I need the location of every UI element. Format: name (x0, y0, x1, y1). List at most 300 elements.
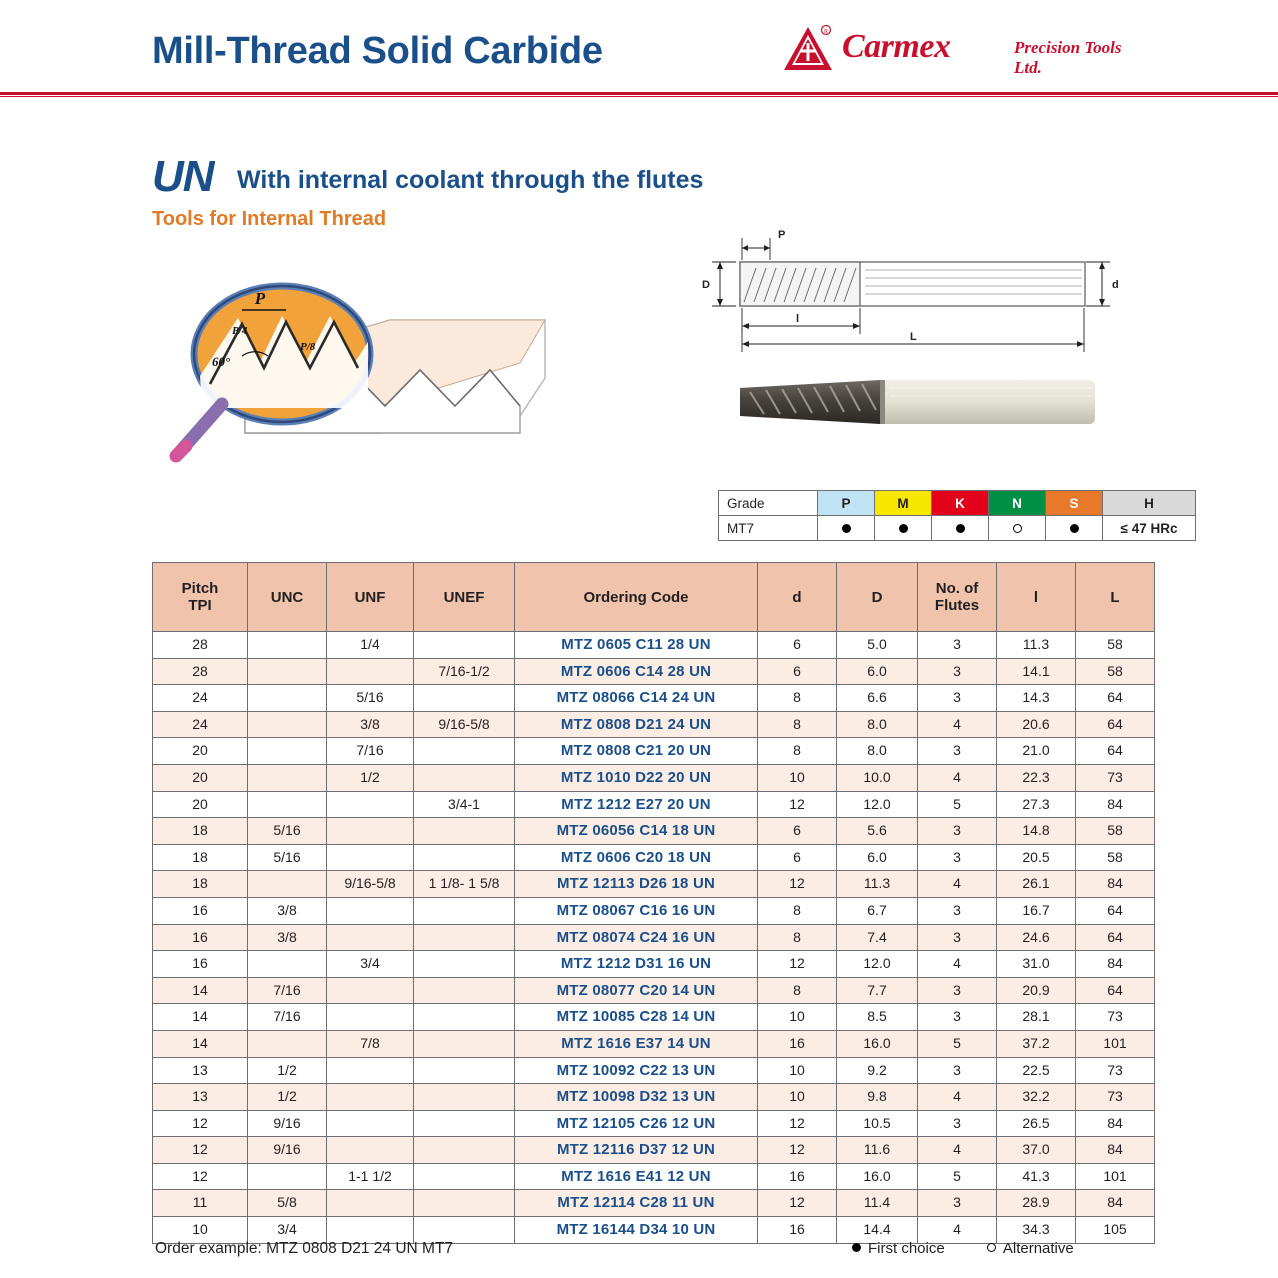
cell-d: 8 (758, 711, 837, 738)
cell-ordering-code: MTZ 0606 C14 28 UN (515, 658, 758, 685)
cell-ordering-code: MTZ 12114 C28 11 UN (515, 1190, 758, 1217)
cell-dia: 6.0 (837, 658, 918, 685)
cell-ordering-code: MTZ 1212 E27 20 UN (515, 791, 758, 818)
cell-pitch: 12 (153, 1110, 248, 1137)
cell-pitch: 14 (153, 977, 248, 1004)
cell-unf: 3/4 (327, 951, 414, 978)
order-example: Order example: MTZ 0808 D21 24 UN MT7 (155, 1240, 454, 1257)
svg-text:R: R (823, 29, 829, 35)
cell-unef (414, 632, 515, 659)
brand-subtitle: Precision Tools Ltd. (1014, 38, 1122, 77)
cell-pitch: 10 (153, 1217, 248, 1244)
cell-d: 6 (758, 632, 837, 659)
cell-flutes: 3 (918, 1057, 997, 1084)
cell-d: 8 (758, 924, 837, 951)
cell-d: 12 (758, 951, 837, 978)
cell-unf (327, 1084, 414, 1111)
table-row (153, 951, 1155, 978)
grade-cell-m (875, 516, 932, 541)
cell-unc: 5/16 (248, 818, 327, 845)
cell-l-big: 64 (1076, 685, 1155, 712)
table-row (153, 1084, 1155, 1111)
cell-dia: 7.4 (837, 924, 918, 951)
cell-dia: 5.6 (837, 818, 918, 845)
cell-d: 12 (758, 1137, 837, 1164)
cell-d: 12 (758, 1110, 837, 1137)
cell-unf (327, 1004, 414, 1031)
grade-cell-n (989, 516, 1046, 541)
cell-l-big: 105 (1076, 1217, 1155, 1244)
cell-l-small: 26.5 (997, 1110, 1076, 1137)
cell-unf (327, 1190, 414, 1217)
legend-first-choice (852, 1240, 945, 1257)
cell-unef: 1 1/8- 1 5/8 (414, 871, 515, 898)
cell-dia: 6.7 (837, 897, 918, 924)
cell-ordering-code: MTZ 16144 D34 10 UN (515, 1217, 758, 1244)
cell-l-big: 73 (1076, 1057, 1155, 1084)
cell-flutes: 3 (918, 738, 997, 765)
cell-l-small: 20.6 (997, 711, 1076, 738)
cell-dia: 16.0 (837, 1163, 918, 1190)
cell-l-big: 84 (1076, 871, 1155, 898)
cell-ordering-code: MTZ 1616 E41 12 UN (515, 1163, 758, 1190)
table-row (153, 658, 1155, 685)
cell-dia: 5.0 (837, 632, 918, 659)
alternative-icon (1013, 524, 1022, 533)
grade-header-row (719, 491, 1196, 516)
cell-unc (248, 791, 327, 818)
cell-ordering-code: MTZ 1010 D22 20 UN (515, 764, 758, 791)
cell-unef (414, 764, 515, 791)
cell-d: 10 (758, 1057, 837, 1084)
cell-l-small: 34.3 (997, 1217, 1076, 1244)
cell-d: 12 (758, 1190, 837, 1217)
grade-cell-k (932, 516, 989, 541)
cell-d: 6 (758, 818, 837, 845)
table-row (153, 818, 1155, 845)
cell-dia: 11.6 (837, 1137, 918, 1164)
page-title: Mill-Thread Solid Carbide (152, 30, 603, 72)
cell-ordering-code: MTZ 06056 C14 18 UN (515, 818, 758, 845)
cell-l-big: 64 (1076, 711, 1155, 738)
cell-unef (414, 951, 515, 978)
table-row (153, 1163, 1155, 1190)
col-header-pitch: Pitch TPI (153, 563, 248, 632)
legend-alternative-label: Alternative (1002, 1240, 1074, 1257)
cell-dia: 9.8 (837, 1084, 918, 1111)
grade-header-k: K (932, 491, 989, 516)
cell-dia: 6.0 (837, 844, 918, 871)
cell-flutes: 3 (918, 818, 997, 845)
cell-pitch: 28 (153, 658, 248, 685)
section-headline: With internal coolant through the flutes (237, 166, 704, 194)
svg-text:L: L (910, 331, 917, 343)
svg-text:P/8: P/8 (300, 341, 316, 353)
cell-l-small: 31.0 (997, 951, 1076, 978)
col-header-unf: UNF (327, 563, 414, 632)
cell-dia: 10.0 (837, 764, 918, 791)
cell-unf (327, 924, 414, 951)
col-header-d: d (758, 563, 837, 632)
first-choice-icon (1070, 524, 1079, 533)
cell-pitch: 11 (153, 1190, 248, 1217)
cell-l-small: 41.3 (997, 1163, 1076, 1190)
col-header-unc: UNC (248, 563, 327, 632)
cell-unef (414, 685, 515, 712)
svg-text:P: P (778, 229, 786, 241)
cell-ordering-code: MTZ 10085 C28 14 UN (515, 1004, 758, 1031)
cell-dia: 11.3 (837, 871, 918, 898)
cell-dia: 8.5 (837, 1004, 918, 1031)
cell-unf (327, 844, 414, 871)
cell-unf (327, 818, 414, 845)
cell-unc: 5/8 (248, 1190, 327, 1217)
cell-dia: 10.5 (837, 1110, 918, 1137)
cell-l-small: 20.5 (997, 844, 1076, 871)
cell-unf: 1/4 (327, 632, 414, 659)
cell-unc: 3/8 (248, 897, 327, 924)
cell-d: 8 (758, 738, 837, 765)
cell-unf (327, 658, 414, 685)
cell-unc: 7/16 (248, 977, 327, 1004)
cell-d: 6 (758, 844, 837, 871)
cell-unc (248, 1030, 327, 1057)
cell-pitch: 12 (153, 1137, 248, 1164)
cell-unef: 9/16-5/8 (414, 711, 515, 738)
svg-text:60°: 60° (212, 354, 231, 369)
svg-text:P/4: P/4 (232, 325, 248, 337)
cell-unf (327, 977, 414, 1004)
cell-ordering-code: MTZ 08074 C24 16 UN (515, 924, 758, 951)
cell-l-small: 14.8 (997, 818, 1076, 845)
table-row (153, 1190, 1155, 1217)
cell-flutes: 4 (918, 1084, 997, 1111)
svg-text:D: D (702, 279, 710, 291)
cell-l-small: 37.0 (997, 1137, 1076, 1164)
alternative-icon (987, 1243, 996, 1252)
cell-unef (414, 738, 515, 765)
cell-ordering-code: MTZ 0808 D21 24 UN (515, 711, 758, 738)
grade-cell-p (818, 516, 875, 541)
cell-pitch: 20 (153, 738, 248, 765)
cell-pitch: 16 (153, 951, 248, 978)
cell-l-big: 101 (1076, 1163, 1155, 1190)
table-row (153, 791, 1155, 818)
cell-l-small: 28.9 (997, 1190, 1076, 1217)
table-row (153, 924, 1155, 951)
cell-d: 6 (758, 658, 837, 685)
grade-header-h: H (1103, 491, 1196, 516)
carmex-triangle-logo-icon (782, 24, 834, 76)
grade-row-mt7 (719, 516, 1196, 541)
cell-unf (327, 1057, 414, 1084)
cell-unef (414, 1030, 515, 1057)
cell-ordering-code: MTZ 1212 D31 16 UN (515, 951, 758, 978)
cell-l-big: 58 (1076, 658, 1155, 685)
cell-ordering-code: MTZ 12113 D26 18 UN (515, 871, 758, 898)
cell-ordering-code: MTZ 12116 D37 12 UN (515, 1137, 758, 1164)
cell-unef (414, 818, 515, 845)
table-row (153, 871, 1155, 898)
cell-flutes: 4 (918, 951, 997, 978)
cell-d: 10 (758, 1084, 837, 1111)
table-row (153, 1030, 1155, 1057)
svg-text:l: l (796, 313, 800, 325)
cell-unc: 7/16 (248, 1004, 327, 1031)
cell-dia: 12.0 (837, 951, 918, 978)
col-header-unef: UNEF (414, 563, 515, 632)
cell-pitch: 13 (153, 1084, 248, 1111)
cell-pitch: 13 (153, 1057, 248, 1084)
cell-ordering-code: MTZ 10092 C22 13 UN (515, 1057, 758, 1084)
cell-unc: 9/16 (248, 1110, 327, 1137)
cell-ordering-code: MTZ 08066 C14 24 UN (515, 685, 758, 712)
cell-l-big: 58 (1076, 818, 1155, 845)
cell-unef (414, 1004, 515, 1031)
cell-l-small: 11.3 (997, 632, 1076, 659)
cell-ordering-code: MTZ 08077 C20 14 UN (515, 977, 758, 1004)
cell-l-small: 37.2 (997, 1030, 1076, 1057)
cell-d: 10 (758, 764, 837, 791)
cell-l-small: 32.2 (997, 1084, 1076, 1111)
header-divider-thin (0, 96, 1278, 97)
cell-flutes: 4 (918, 1217, 997, 1244)
cell-unf (327, 791, 414, 818)
cell-flutes: 4 (918, 1137, 997, 1164)
cell-l-small: 20.9 (997, 977, 1076, 1004)
tool-photo (720, 358, 1100, 448)
cell-flutes: 3 (918, 658, 997, 685)
cell-pitch: 24 (153, 711, 248, 738)
cell-d: 16 (758, 1217, 837, 1244)
col-header-l-big: L (1076, 563, 1155, 632)
cell-l-small: 22.3 (997, 764, 1076, 791)
section-mark: UN (152, 152, 214, 201)
cell-dia: 8.0 (837, 738, 918, 765)
cell-unc: 3/4 (248, 1217, 327, 1244)
cell-pitch: 20 (153, 791, 248, 818)
thread-profile-illustration (150, 258, 570, 478)
cell-flutes: 3 (918, 844, 997, 871)
cell-flutes: 3 (918, 632, 997, 659)
cell-unc (248, 738, 327, 765)
cell-unf: 3/8 (327, 711, 414, 738)
table-header-row (153, 563, 1155, 632)
col-header-flutes: No. of Flutes (918, 563, 997, 632)
cell-flutes: 4 (918, 764, 997, 791)
cell-unc (248, 685, 327, 712)
cell-unef: 3/4-1 (414, 791, 515, 818)
cell-unf: 7/16 (327, 738, 414, 765)
svg-text:P: P (254, 289, 266, 308)
page-header (0, 0, 1278, 92)
cell-unef (414, 1057, 515, 1084)
cell-d: 16 (758, 1163, 837, 1190)
table-row (153, 711, 1155, 738)
grade-header-s: S (1046, 491, 1103, 516)
brand-name: Carmex (842, 28, 951, 65)
cell-unef (414, 1110, 515, 1137)
table-row (153, 977, 1155, 1004)
cell-dia: 14.4 (837, 1217, 918, 1244)
cell-l-small: 26.1 (997, 871, 1076, 898)
header-divider (0, 92, 1278, 95)
cell-l-big: 64 (1076, 897, 1155, 924)
cell-unc (248, 711, 327, 738)
cell-unc (248, 658, 327, 685)
cell-l-big: 58 (1076, 632, 1155, 659)
cell-l-small: 14.3 (997, 685, 1076, 712)
first-choice-icon (956, 524, 965, 533)
cell-unf: 7/8 (327, 1030, 414, 1057)
cell-dia: 7.7 (837, 977, 918, 1004)
cell-unef (414, 844, 515, 871)
cell-unef (414, 1190, 515, 1217)
svg-text:d: d (1112, 279, 1119, 291)
cell-dia: 6.6 (837, 685, 918, 712)
cell-l-big: 64 (1076, 924, 1155, 951)
legend-alternative (987, 1240, 1074, 1257)
grade-name: MT7 (719, 516, 818, 541)
cell-dia: 8.0 (837, 711, 918, 738)
cell-unef (414, 897, 515, 924)
cell-d: 8 (758, 977, 837, 1004)
grade-table (718, 490, 1196, 541)
cell-dia: 12.0 (837, 791, 918, 818)
cell-unc (248, 632, 327, 659)
table-row (153, 738, 1155, 765)
cell-l-small: 24.6 (997, 924, 1076, 951)
cell-pitch: 14 (153, 1030, 248, 1057)
legend (852, 1240, 1112, 1257)
cell-d: 16 (758, 1030, 837, 1057)
specification-table (152, 562, 1155, 1244)
table-row (153, 1137, 1155, 1164)
cell-unc (248, 951, 327, 978)
cell-ordering-code: MTZ 0605 C11 28 UN (515, 632, 758, 659)
table-row (153, 685, 1155, 712)
table-row (153, 1004, 1155, 1031)
cell-flutes: 5 (918, 791, 997, 818)
grade-header-label: Grade (719, 491, 818, 516)
cell-flutes: 3 (918, 1004, 997, 1031)
cell-l-big: 73 (1076, 1084, 1155, 1111)
cell-unef (414, 977, 515, 1004)
cell-flutes: 3 (918, 897, 997, 924)
cell-unf: 1/2 (327, 764, 414, 791)
cell-unef: 7/16-1/2 (414, 658, 515, 685)
cell-flutes: 4 (918, 711, 997, 738)
cell-d: 12 (758, 791, 837, 818)
cell-pitch: 16 (153, 897, 248, 924)
cell-flutes: 3 (918, 977, 997, 1004)
cell-pitch: 24 (153, 685, 248, 712)
cell-flutes: 5 (918, 1030, 997, 1057)
first-choice-icon (842, 524, 851, 533)
cell-dia: 9.2 (837, 1057, 918, 1084)
cell-unf: 9/16-5/8 (327, 871, 414, 898)
first-choice-icon (899, 524, 908, 533)
cell-d: 8 (758, 897, 837, 924)
cell-d: 12 (758, 871, 837, 898)
cell-unc: 1/2 (248, 1057, 327, 1084)
cell-flutes: 3 (918, 1190, 997, 1217)
cell-pitch: 18 (153, 844, 248, 871)
cell-unc: 9/16 (248, 1137, 327, 1164)
cell-l-small: 27.3 (997, 791, 1076, 818)
cell-flutes: 5 (918, 1163, 997, 1190)
cell-l-big: 84 (1076, 951, 1155, 978)
cell-pitch: 12 (153, 1163, 248, 1190)
brand-block (782, 24, 1142, 82)
cell-l-big: 64 (1076, 977, 1155, 1004)
legend-first-choice-label: First choice (868, 1240, 945, 1257)
col-header-dia: D (837, 563, 918, 632)
cell-dia: 16.0 (837, 1030, 918, 1057)
cell-l-big: 84 (1076, 1190, 1155, 1217)
cell-unf: 5/16 (327, 685, 414, 712)
cell-l-big: 73 (1076, 1004, 1155, 1031)
grade-header-m: M (875, 491, 932, 516)
cell-ordering-code: MTZ 12105 C26 12 UN (515, 1110, 758, 1137)
cell-l-small: 14.1 (997, 658, 1076, 685)
cell-l-big: 84 (1076, 1110, 1155, 1137)
table-row (153, 844, 1155, 871)
grade-cell-h: ≤ 47 HRc (1103, 516, 1196, 541)
cell-ordering-code: MTZ 1616 E37 14 UN (515, 1030, 758, 1057)
cell-unc (248, 1163, 327, 1190)
col-header-ordering-code: Ordering Code (515, 563, 758, 632)
table-row (153, 632, 1155, 659)
cell-unf: 1-1 1/2 (327, 1163, 414, 1190)
cell-unef (414, 1084, 515, 1111)
cell-l-big: 84 (1076, 791, 1155, 818)
cell-unc: 1/2 (248, 1084, 327, 1111)
cell-pitch: 18 (153, 818, 248, 845)
cell-l-small: 21.0 (997, 738, 1076, 765)
cell-unc: 3/8 (248, 924, 327, 951)
cell-l-small: 16.7 (997, 897, 1076, 924)
cell-ordering-code: MTZ 0808 C21 20 UN (515, 738, 758, 765)
cell-l-small: 28.1 (997, 1004, 1076, 1031)
cell-unc (248, 764, 327, 791)
cell-unf (327, 1137, 414, 1164)
cell-flutes: 4 (918, 871, 997, 898)
cell-unc (248, 871, 327, 898)
grade-cell-s (1046, 516, 1103, 541)
grade-header-p: P (818, 491, 875, 516)
cell-unc: 5/16 (248, 844, 327, 871)
cell-d: 8 (758, 685, 837, 712)
section-subheadline: Tools for Internal Thread (152, 208, 387, 230)
cell-unef (414, 1163, 515, 1190)
table-row (153, 1110, 1155, 1137)
col-header-l-small: l (997, 563, 1076, 632)
first-choice-icon (852, 1243, 861, 1252)
cell-pitch: 16 (153, 924, 248, 951)
cell-flutes: 3 (918, 924, 997, 951)
cell-l-big: 101 (1076, 1030, 1155, 1057)
cell-unef (414, 924, 515, 951)
cell-l-big: 64 (1076, 738, 1155, 765)
grade-header-n: N (989, 491, 1046, 516)
cell-l-small: 22.5 (997, 1057, 1076, 1084)
cell-unef (414, 1137, 515, 1164)
cell-dia: 11.4 (837, 1190, 918, 1217)
table-row (153, 1057, 1155, 1084)
cell-unf (327, 897, 414, 924)
cell-flutes: 3 (918, 1110, 997, 1137)
